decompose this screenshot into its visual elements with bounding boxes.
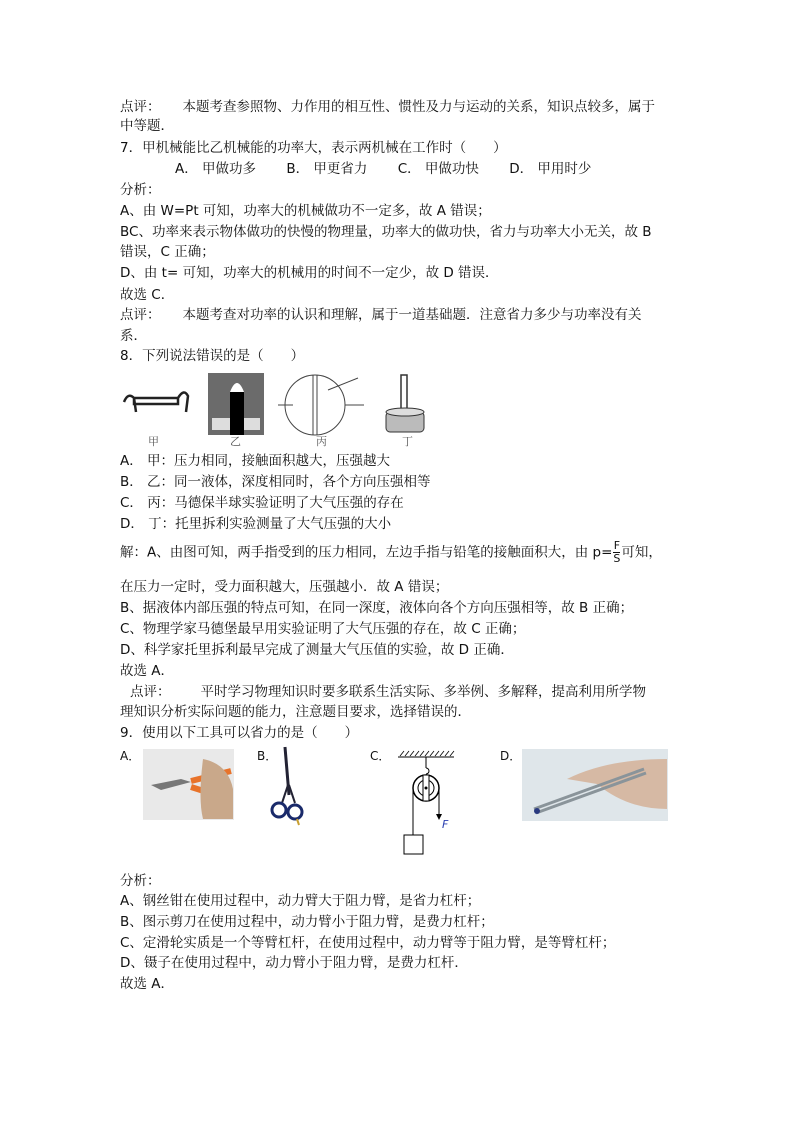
q8-option-b: B． 乙：同一液体，深度相同时，各个方向压强相等 (120, 474, 431, 490)
q8-comment (130, 682, 646, 702)
q6-comment-cont: 中等题． (120, 118, 174, 134)
comment-label: 点评： (130, 684, 171, 700)
q6-comment (120, 97, 655, 117)
q8-solution-line: C、物理学家马德堡最早用实验证明了大气压强的存在，故 C 正确； (120, 621, 526, 637)
comment-text: 本题考查对功率的认识和理解，属于一道基础题．注意省力多少与功率没有关 (182, 307, 642, 323)
fraction-numerator: F (613, 539, 621, 552)
q7-analysis-line: 错误，C 正确； (120, 244, 215, 260)
pressure-fraction (613, 540, 620, 565)
q9-option-b-label: B． (257, 749, 278, 763)
q7-analysis-line: BC、功率来表示物体做功的快慢的物理量，功率大的做功快，省力与功率大小无关，故 B (120, 224, 652, 240)
q7-answer: 故选 C． (120, 287, 175, 303)
q7-analysis-line: D、由 t= 可知，功率大的机械用的时间不一定少，故 D 错误． (120, 265, 499, 281)
q8-option-c: C． 丙：马德保半球实验证明了大气压强的存在 (120, 495, 404, 511)
q7-option-c: C． 甲做功快 (397, 161, 479, 177)
figure-label-yi: 乙 (230, 435, 241, 448)
q7-option-b: B． 甲更省力 (286, 161, 368, 177)
q7-analysis-line: A、由 W=Pt 可知，功率大的机械做功不一定多，故 A 错误； (120, 203, 491, 219)
figure-label-bing: 丙 (316, 435, 327, 448)
q9-option-a-label: A． (120, 749, 141, 763)
q8-option-a: A． 甲：压力相同，接触面积越大，压强越大 (120, 453, 391, 469)
q7-option-d: D． 甲用时少 (509, 161, 592, 177)
q7-question: 7．甲机械能比乙机械能的功率大，表示两机械在工作时（ ） (120, 140, 507, 156)
q8-solution-start (120, 540, 662, 565)
q9-analysis-line: D、镊子在使用过程中，动力臂小于阻力臂，是费力杠杆． (120, 955, 468, 971)
q9-answer: 故选 A． (120, 976, 175, 992)
q9-question: 9．使用以下工具可以省力的是（ ） (120, 725, 359, 741)
q7-options (175, 159, 617, 179)
tweezers-image (522, 749, 668, 821)
comment-text: 平时学习物理知识时要多联系生活实际、多举例、多解释，提高利用所学物 (200, 684, 646, 700)
force-label: F (442, 818, 449, 831)
q8-figures (118, 370, 438, 440)
q9-option-c-label: C． (370, 749, 391, 763)
solution-text: 可知， (621, 544, 662, 561)
liquid-pressure-figure (208, 373, 264, 435)
q8-option-d: D． 丁：托里拆利实验测量了大气压强的大小 (120, 516, 392, 532)
comment-text: 本题考查参照物、力作用的相互性、惯性及力与运动的关系，知识点较多，属于 (182, 99, 655, 115)
q8-solution-line: D、科学家托里拆利最早完成了测量大气压值的实验，故 D 正确． (120, 642, 514, 658)
q8-solution-line: B、据液体内部压强的特点可知，在同一深度，液体向各个方向压强相等，故 B 正确； (120, 600, 634, 616)
q9-analysis-line: A、钢丝钳在使用过程中，动力臂大于阻力臂，是省力杠杆； (120, 893, 481, 909)
q9-analysis-label: 分析： (120, 873, 161, 889)
q9-analysis-line: C、定滑轮实质是一个等臂杠杆，在使用过程中，动力臂等于阻力臂，是等臂杠杆； (120, 935, 616, 951)
magdeburg-hemispheres-figure (278, 375, 364, 435)
q9-option-d-label: D． (500, 749, 522, 763)
fixed-pulley-diagram (395, 748, 470, 863)
pliers-image (143, 749, 234, 820)
figure-label-jia: 甲 (148, 435, 159, 448)
q8-comment-cont: 理知识分析实际问题的能力，注意题目要求，选择错误的． (120, 704, 471, 720)
q9-analysis-line: B、图示剪刀在使用过程中，动力臂小于阻力臂，是费力杠杆； (120, 914, 494, 930)
scissors-image (268, 745, 308, 827)
finger-pencil-figure (124, 392, 188, 412)
fraction-denominator: S (613, 552, 621, 565)
q8-solution-line: 在压力一定时，受力面积越大，压强越小．故 A 错误； (120, 579, 449, 595)
q7-analysis-label: 分析： (120, 182, 161, 198)
torricelli-figure (386, 375, 424, 432)
q7-comment (120, 305, 642, 325)
q7-option-a: A． 甲做功多 (175, 161, 257, 177)
comment-label: 点评： (120, 307, 161, 323)
q7-comment-cont: 系． (120, 328, 147, 344)
comment-label: 点评： (120, 99, 161, 115)
q8-answer: 故选 A． (120, 663, 175, 679)
q8-question: 8．下列说法错误的是（ ） (120, 348, 305, 364)
solution-text: 解：A、由图可知，两手指受到的压力相同，左边手指与铅笔的接触面积大，由 p= (120, 544, 613, 561)
figure-label-ding: 丁 (402, 435, 413, 448)
